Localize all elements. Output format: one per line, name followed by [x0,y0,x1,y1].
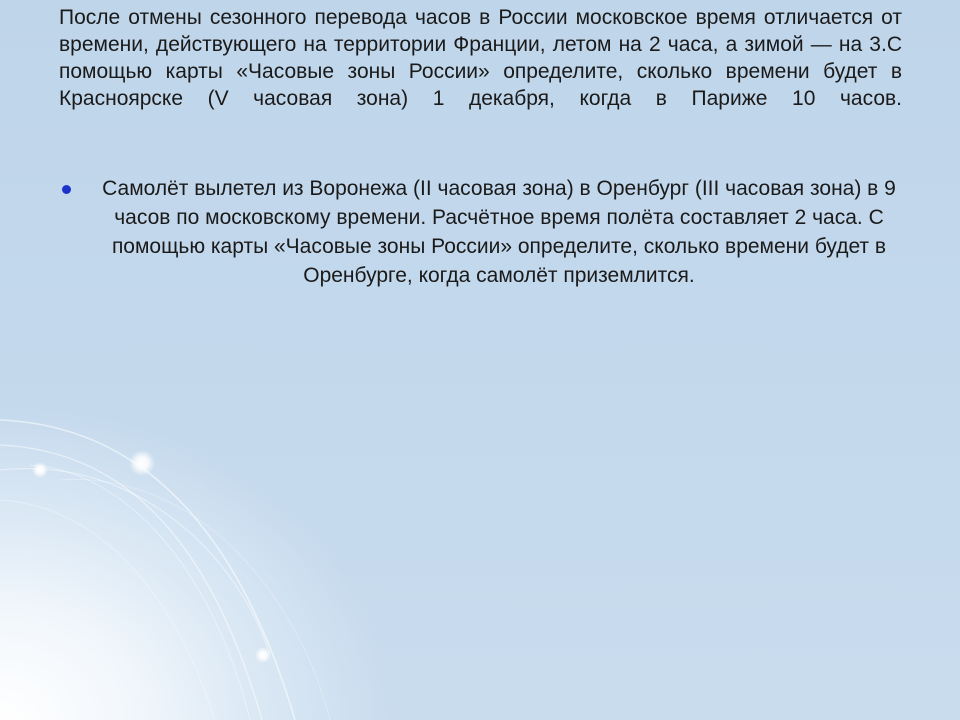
bullet-dot-icon [62,185,71,194]
bullet-text: Самолёт вылетел из Воронежа (II часовая зона) в Оренбург (III часовая зона) в 9 часов по московскому времени. Расчётное время полёта составляет 2 часа. С помощью карты «Часовые зоны России» определите, сколько времени будет в Оренбурге, когда самолёт приземлится. [102,177,896,287]
task-paragraph: После отмены сезонного перевода часов в России московское время отличается от времени, действующего на территории Франции, летом на 2 часа, а зимой — на 3.С помощью карты «Часовые зоны России» определите, сколько времени будет в Красноярске (V часовая зона) 1 декабря, когда в Париже 10 часов. [59,6,902,110]
